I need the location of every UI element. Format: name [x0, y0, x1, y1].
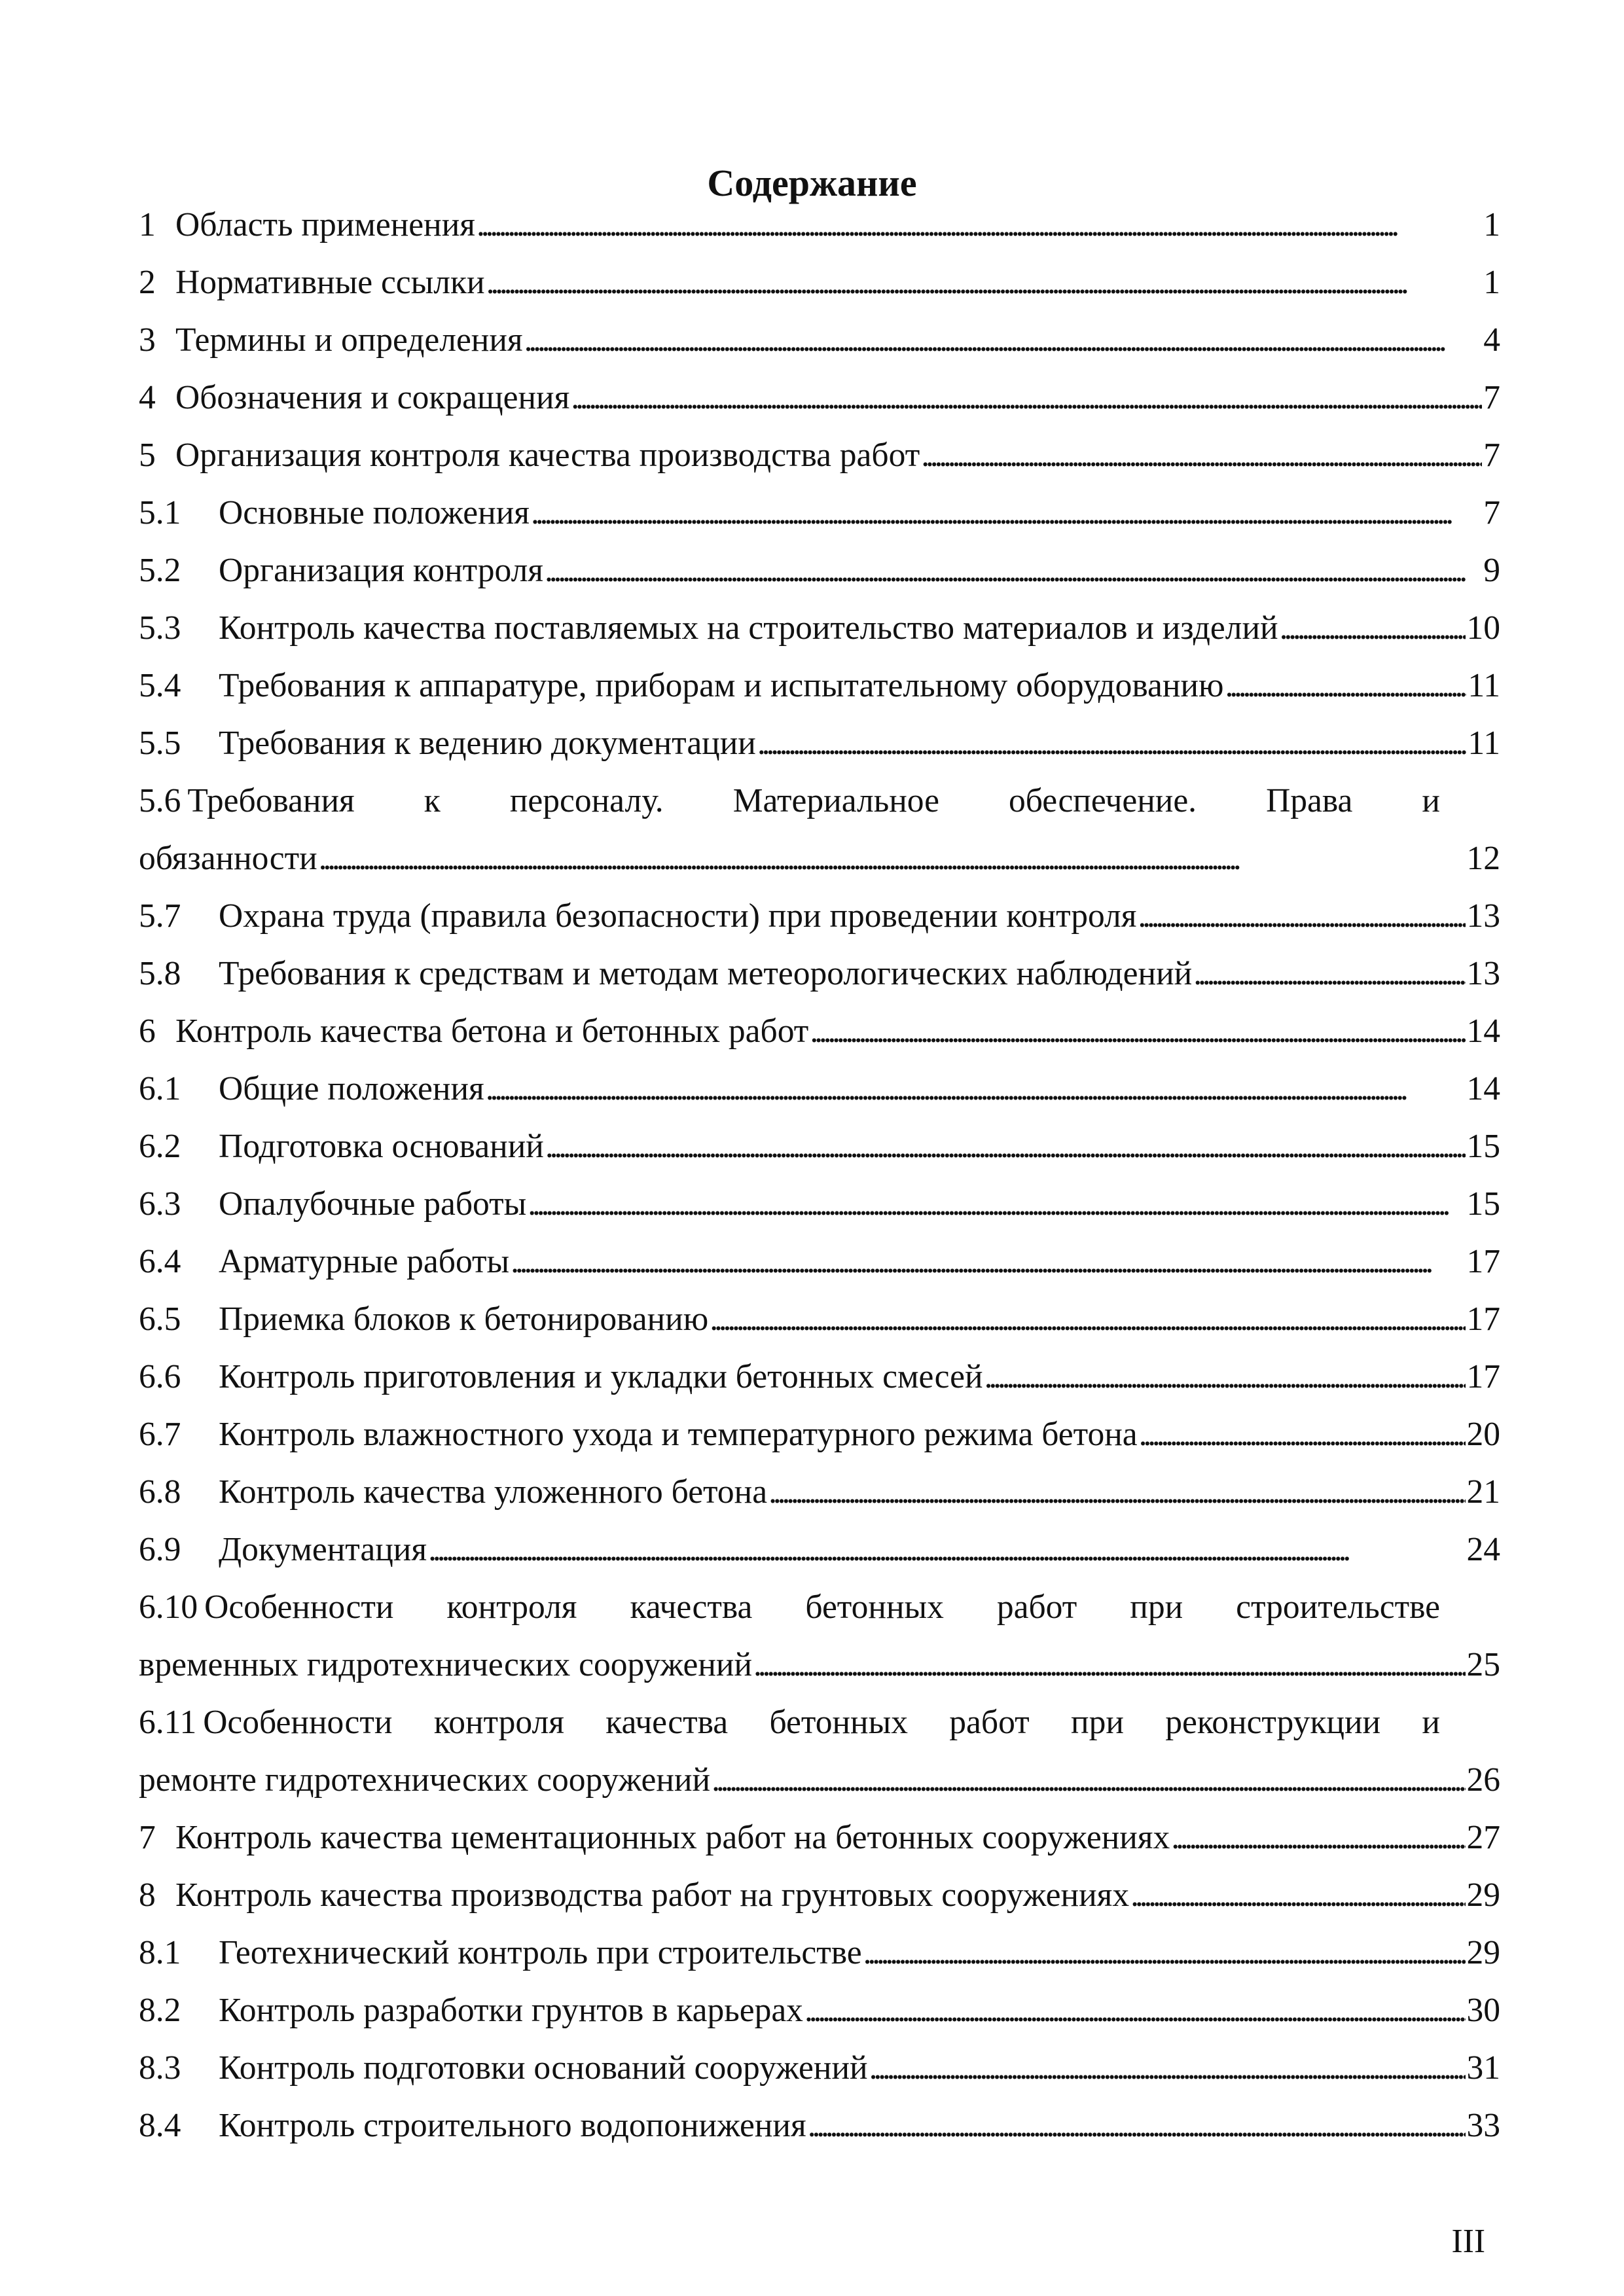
- toc-entry-number: 6.3: [139, 1185, 181, 1223]
- toc-entry-line: [139, 657, 1500, 715]
- toc-entry-page: 26: [1466, 1761, 1500, 1799]
- dot-leader: [524, 312, 1483, 369]
- toc-entry-page: 15: [1466, 1128, 1500, 1165]
- toc-entry-title: Контроль качества уложенного бетона: [219, 1473, 768, 1511]
- toc-entry-line: [139, 1348, 1500, 1406]
- toc-entry-number: 2: [139, 264, 156, 301]
- toc-entry-line: [139, 369, 1500, 427]
- toc-entry-page: 29: [1466, 1934, 1500, 1971]
- toc-entry-number: 6.10: [139, 1588, 198, 1626]
- toc-entry-number: 1: [139, 206, 156, 243]
- toc-entry-number: 6.1: [139, 1070, 181, 1107]
- toc-entry[interactable]: [139, 888, 1500, 945]
- toc-entry-page: 27: [1466, 1819, 1500, 1856]
- toc-entry[interactable]: [139, 369, 1500, 427]
- toc-entry[interactable]: [139, 1809, 1500, 1867]
- toc-entry-line: [139, 254, 1500, 312]
- toc-entry-line: [139, 1579, 1500, 1636]
- toc-entry-number: 6.8: [139, 1473, 181, 1511]
- toc-entry-title: Общие положения: [219, 1070, 484, 1107]
- toc-entry-line: [139, 1003, 1500, 1060]
- toc-entry-page: 20: [1466, 1416, 1500, 1453]
- dot-leader: [319, 830, 1466, 888]
- toc-entry-line: [139, 2097, 1500, 2155]
- dot-leader: [1280, 600, 1466, 657]
- toc-entry-page: 21: [1466, 1473, 1500, 1511]
- toc-entry-line: [139, 715, 1500, 772]
- toc-entry-line: [139, 1233, 1500, 1291]
- toc-entry[interactable]: [139, 772, 1500, 888]
- toc-entry[interactable]: [139, 1463, 1500, 1521]
- toc-entry-number: 8.3: [139, 2049, 181, 2087]
- toc-entry-title: Контроль приготовления и укладки бетонных смесей: [219, 1358, 983, 1395]
- dot-leader: [1225, 657, 1467, 715]
- toc-entry-page: 33: [1466, 2107, 1500, 2144]
- toc-entry-number: 5.1: [139, 494, 181, 531]
- toc-entry-page: 10: [1466, 609, 1500, 647]
- toc-entry-line: [139, 1636, 1500, 1694]
- toc-entry-title: Контроль влажностного ухода и температурного режима бетона: [219, 1416, 1138, 1453]
- toc-entry-number: 5.8: [139, 955, 181, 992]
- toc-entry-number: 5.5: [139, 725, 181, 762]
- dot-leader: [869, 2039, 1466, 2097]
- toc-entry[interactable]: [139, 1175, 1500, 1233]
- toc-entry-title: Контроль качества цементационных работ на бетонных сооружениях: [175, 1819, 1170, 1856]
- toc-entry-page: 25: [1466, 1646, 1500, 1683]
- toc-entry[interactable]: [139, 1694, 1500, 1809]
- toc-entry[interactable]: [139, 1982, 1500, 2039]
- toc-entry[interactable]: [139, 945, 1500, 1003]
- toc-entry[interactable]: [139, 484, 1500, 542]
- toc-entry-line: [139, 2039, 1500, 2097]
- toc-entry-title: Требования к средствам и методам метеорологических наблюдений: [219, 955, 1193, 992]
- toc-entry-title: Подготовка оснований: [219, 1128, 544, 1165]
- toc-entry-title: Нормативные ссылки: [175, 264, 485, 301]
- toc-entry-title: Требования к аппаратуре, приборам и испытательному оборудованию: [219, 667, 1224, 704]
- toc-entry-number: 8.2: [139, 1992, 181, 2029]
- toc-entry-page: 31: [1466, 2049, 1500, 2087]
- toc-entry[interactable]: [139, 2039, 1500, 2097]
- toc-entry-line: [139, 312, 1500, 369]
- page-title: Содержание: [707, 162, 917, 204]
- toc-entry-line: [139, 542, 1500, 600]
- table-of-contents: [139, 196, 1500, 2155]
- toc-entry-page: 1: [1483, 264, 1500, 301]
- toc-entry-number: 6.5: [139, 1300, 181, 1338]
- toc-entry-title: Контроль разработки грунтов в карьерах: [219, 1992, 803, 2029]
- toc-entry-line: [139, 1291, 1500, 1348]
- toc-entry-number: 5.4: [139, 667, 181, 704]
- toc-entry[interactable]: [139, 196, 1500, 254]
- toc-entry-line: [139, 1463, 1500, 1521]
- dot-leader: [486, 254, 1483, 312]
- toc-entry-title: Термины и определения: [175, 321, 523, 359]
- toc-entry-title: Организация контроля качества производства работ: [175, 437, 920, 474]
- toc-entry-title: Контроль качества поставляемых на строительство материалов и изделий: [219, 609, 1278, 647]
- toc-entry-number: 5.6: [139, 782, 181, 819]
- toc-entry-number: 6.2: [139, 1128, 181, 1165]
- toc-entry-title: Основные положения: [219, 494, 530, 531]
- toc-entry[interactable]: [139, 2097, 1500, 2155]
- toc-entry[interactable]: [139, 1406, 1500, 1463]
- toc-entry-line: [139, 1060, 1500, 1118]
- toc-entry-line: [139, 1982, 1500, 2039]
- toc-entry-page: 17: [1466, 1358, 1500, 1395]
- dot-leader: [1130, 1867, 1465, 1924]
- toc-entry-number: 5.2: [139, 552, 181, 589]
- toc-entry-line: [139, 1867, 1500, 1924]
- toc-entry[interactable]: [139, 1521, 1500, 1579]
- toc-entry-title-continued: временных гидротехнических сооружений: [139, 1646, 753, 1683]
- toc-entry-line: [139, 1118, 1500, 1175]
- toc-entry-page: 9: [1483, 552, 1500, 589]
- toc-entry-line: [139, 600, 1500, 657]
- toc-entry[interactable]: [139, 715, 1500, 772]
- toc-entry-number: 6.9: [139, 1531, 181, 1568]
- dot-leader: [545, 1118, 1466, 1175]
- toc-entry-line: [139, 1924, 1500, 1982]
- toc-entry-line: [139, 1751, 1500, 1809]
- toc-entry-line: [139, 196, 1500, 254]
- toc-entry-page: 14: [1466, 1013, 1500, 1050]
- toc-entry-title: Документация: [219, 1531, 427, 1568]
- toc-entry[interactable]: [139, 1233, 1500, 1291]
- toc-entry-title-continued: обязанности: [139, 840, 317, 877]
- toc-entry-page: 11: [1468, 667, 1500, 704]
- toc-entry-number: 5.7: [139, 897, 181, 935]
- toc-entry-page: 7: [1483, 437, 1500, 474]
- toc-entry[interactable]: [139, 1924, 1500, 1982]
- dot-leader: [712, 1751, 1465, 1809]
- toc-entry-page: 30: [1466, 1992, 1500, 2029]
- toc-entry-page: 4: [1483, 321, 1500, 359]
- dot-leader: [511, 1233, 1465, 1291]
- dot-leader: [477, 196, 1482, 254]
- toc-entry-page: 7: [1483, 494, 1500, 531]
- toc-entry-title: Опалубочные работы: [219, 1185, 527, 1223]
- toc-entry-page: 17: [1466, 1243, 1500, 1280]
- dot-leader: [531, 484, 1482, 542]
- toc-entry-page: 12: [1466, 840, 1500, 877]
- toc-entry-page: 7: [1483, 379, 1500, 416]
- toc-entry-title: Контроль подготовки оснований сооружений: [219, 2049, 868, 2087]
- dot-leader: [810, 1003, 1465, 1060]
- dot-leader: [921, 427, 1482, 484]
- toc-entry-line: [139, 888, 1500, 945]
- toc-entry-page: 11: [1468, 725, 1500, 762]
- dot-leader: [804, 1982, 1466, 2039]
- toc-entry[interactable]: [139, 1291, 1500, 1348]
- toc-entry-title: Контроль строительного водопонижения: [219, 2107, 806, 2144]
- toc-entry-line: [139, 772, 1500, 830]
- toc-entry[interactable]: [139, 542, 1500, 600]
- toc-entry-line: [139, 830, 1500, 888]
- dot-leader: [1138, 888, 1465, 945]
- dot-leader: [571, 369, 1482, 427]
- toc-entry-title: Арматурные работы: [219, 1243, 510, 1280]
- toc-entry-page: 1: [1483, 206, 1500, 243]
- dot-leader: [710, 1291, 1465, 1348]
- toc-entry[interactable]: [139, 657, 1500, 715]
- toc-entry-number: 5: [139, 437, 156, 474]
- toc-entry[interactable]: [139, 1003, 1500, 1060]
- toc-entry-title: Требования к ведению документации: [219, 725, 756, 762]
- toc-entry-line: [139, 1694, 1500, 1751]
- toc-entry-number: 7: [139, 1819, 156, 1856]
- toc-entry[interactable]: [139, 254, 1500, 312]
- dot-leader: [428, 1521, 1465, 1579]
- toc-entry-title: Обозначения и сокращения: [175, 379, 570, 416]
- toc-entry-title: Контроль качества производства работ на грунтовых сооружениях: [175, 1876, 1130, 1914]
- toc-entry-number: 8: [139, 1876, 156, 1914]
- toc-entry-number: 8.1: [139, 1934, 181, 1971]
- toc-entry-line: [139, 427, 1500, 484]
- toc-entry-title: Контроль качества бетона и бетонных работ: [175, 1013, 809, 1050]
- toc-entry-page: 13: [1466, 897, 1500, 935]
- toc-entry-number: 4: [139, 379, 156, 416]
- dot-leader: [768, 1463, 1465, 1521]
- toc-entry-page: 13: [1466, 955, 1500, 992]
- toc-entry-title-continued: ремонте гидротехнических сооружений: [139, 1761, 711, 1799]
- dot-leader: [528, 1175, 1465, 1233]
- toc-entry-page: 29: [1466, 1876, 1500, 1914]
- toc-entry-page: 15: [1466, 1185, 1500, 1223]
- toc-entry[interactable]: [139, 427, 1500, 484]
- dot-leader: [545, 542, 1482, 600]
- dot-leader: [1171, 1809, 1465, 1867]
- toc-entry-title: Требования к персоналу. Материальное обеспечение. Права и: [187, 782, 1440, 819]
- toc-entry-title: Организация контроля: [219, 552, 543, 589]
- toc-entry-number: 6.4: [139, 1243, 181, 1280]
- toc-entry-page: 14: [1466, 1070, 1500, 1107]
- toc-entry-line: [139, 484, 1500, 542]
- toc-entry-number: 3: [139, 321, 156, 359]
- dot-leader: [863, 1924, 1466, 1982]
- toc-entry-number: 8.4: [139, 2107, 181, 2144]
- toc-entry-page: 17: [1466, 1300, 1500, 1338]
- toc-entry-line: [139, 1175, 1500, 1233]
- dot-leader: [984, 1348, 1466, 1406]
- dot-leader: [1139, 1406, 1466, 1463]
- toc-entry[interactable]: [139, 600, 1500, 657]
- toc-entry-line: [139, 1809, 1500, 1867]
- dot-leader: [757, 715, 1467, 772]
- toc-entry[interactable]: [139, 1867, 1500, 1924]
- toc-entry-title: Особенности контроля качества бетонных работ при реконструкции и: [203, 1704, 1440, 1741]
- toc-entry-number: 6.6: [139, 1358, 181, 1395]
- toc-entry-line: [139, 1521, 1500, 1579]
- toc-entry-number: 6: [139, 1013, 156, 1050]
- dot-leader: [753, 1636, 1465, 1694]
- toc-entry[interactable]: [139, 1579, 1500, 1694]
- toc-entry-number: 5.3: [139, 609, 181, 647]
- toc-entry-line: [139, 1406, 1500, 1463]
- toc-entry-title: Охрана труда (правила безопасности) при проведении контроля: [219, 897, 1137, 935]
- toc-entry-title: Геотехнический контроль при строительстве: [219, 1934, 862, 1971]
- toc-entry-title: Приемка блоков к бетонированию: [219, 1300, 709, 1338]
- toc-entry[interactable]: [139, 1348, 1500, 1406]
- dot-leader: [808, 2097, 1466, 2155]
- toc-entry-number: 6.11: [139, 1704, 197, 1741]
- toc-entry[interactable]: [139, 1118, 1500, 1175]
- toc-entry-title: Область применения: [175, 206, 475, 243]
- toc-entry-page: 24: [1466, 1531, 1500, 1568]
- toc-entry[interactable]: [139, 1060, 1500, 1118]
- toc-entry[interactable]: [139, 312, 1500, 369]
- toc-entry-title: Особенности контроля качества бетонных работ при строительстве: [204, 1588, 1440, 1626]
- page-number: III: [1451, 2223, 1485, 2260]
- dot-leader: [1193, 945, 1465, 1003]
- toc-entry-line: [139, 945, 1500, 1003]
- dot-leader: [486, 1060, 1466, 1118]
- toc-entry-number: 6.7: [139, 1416, 181, 1453]
